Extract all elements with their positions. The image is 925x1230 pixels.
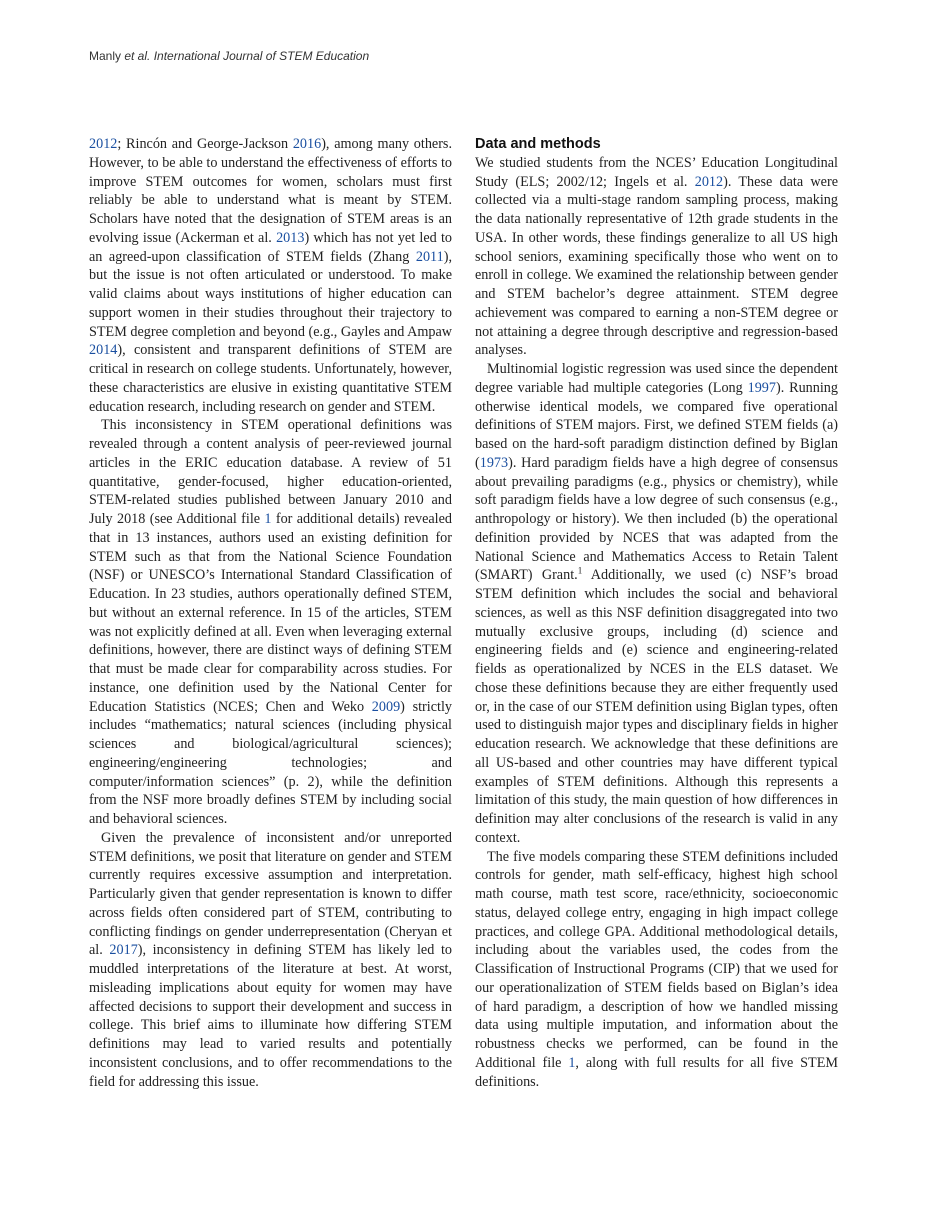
paragraph-data: We studied students from the NCES’ Education Longitudinal Study (ELS; 2002/12; Ingels et al. 2012). These data were collected via a multi-stage random sampling process, making the data nationally representative of 12th grade students in the USA. In other words, these findings generalize to all US high school seniors, examining specifically those who went on to enroll in college. We examined the relationship between gender and STEM bachelor’s degree attainment. STEM degree achievement was compared to earning a non-STEM degree or not attaining a degree through descriptive and regression-based analyses. xyxy=(475,154,838,359)
citation-link[interactable]: 2014 xyxy=(89,342,118,359)
paragraph-regression: Multinomial logistic regression was used since the dependent degree variable had multiple categories (Long 1997). Running otherwise identical models, we compared five operational definitions of STEM majors. First, we defined STEM fields (a) based on the hard-soft paradigm distinction defined by Biglan (1973). Hard paradigm fields have a high degree of consensus about prevailing paradigms (e.g., physics or chemistry), while soft paradigm fields have a low degree of such consensus (e.g., anthropology or history). We then included (b) the operational definition provided by NCES that was adapted from the National Science and Mathematics Access to Retain Talent (SMART) Grant.$^1$ Additionally, we used (c) NSF’s broad STEM definition which includes the social and behavioral sciences, as well as this NSF definition disaggregated into two mutually exclusive groups, including (d) science and engineering fields and (e) science and engineering-related fields as operationalized by NCES in the ELS dataset. We chose these definitions because they are either frequently used or, in the case of our STEM definition using Biglan types, often used to distinguish major types and disciplinary fields in higher education research. We acknowledge that these definitions are all US-based and other countries may have different typical examples of STEM definitions. Although this represents a limitation of this study, the main question of how differences in definition may alter conclusions of the research is valid in any context. xyxy=(475,361,838,846)
footnote-marker: 1 xyxy=(577,565,583,576)
citation-link[interactable]: 1973 xyxy=(479,454,509,471)
citation-link[interactable]: 2017 xyxy=(109,942,138,959)
running-head-journal: International Journal of STEM Education xyxy=(150,49,370,63)
right-column xyxy=(475,135,838,1091)
citation-link[interactable]: 2016 xyxy=(292,136,322,152)
section-heading: Data and methods xyxy=(475,136,601,152)
citation-link[interactable]: 2013 xyxy=(276,229,305,246)
additional-file-link[interactable]: 1 xyxy=(264,511,272,527)
paragraph-inconsistency: This inconsistency in STEM operational definitions was revealed through a content analysis of peer-reviewed journal articles in the ERIC education database. A review of 51 quantitative, gender-focused, higher education-oriented, STEM-related studies published between January 2010 and July 2018 (see Additional file 1 for additional details) revealed that in 13 instances, authors used an existing definition for STEM such as that from the National Science Foundation (NSF) or UNESCO’s International Standard Classification of Education. In 23 studies, authors operationally defined STEM, but without an external reference. In 15 of the articles, STEM was not explicitly defined at all. Even when leveraging external definitions, however, there are distinct ways of defining STEM that must be made clear for comparability across studies. For instance, one definition used by the National Center for Education Statistics (NCES; Chen and Weko 2009) strictly includes “mathematics; natural sciences (including physical sciences and biological/agricultural sciences); engineering/engineering technologies; and computer/information sciences” (p. 2), while the definition from the NSF more broadly defines STEM by including social and behavioral sciences. xyxy=(89,417,452,827)
citation-link[interactable]: 2012 xyxy=(694,173,724,190)
running-head-etal: et al. xyxy=(124,49,151,63)
citation-link[interactable]: 2012 xyxy=(89,136,118,152)
running-head xyxy=(89,49,369,63)
paragraph-prevalence: Given the prevalence of inconsistent and/or unreported STEM definitions, we posit that literature on gender and STEM currently requires excessive assumption and interpretation. Particularly given that gender representation is known to differ across fields often considered part of STEM, contributing to conflicting findings on gender underrepresentation (Cheryan et al. 2017), inconsistency in defining STEM has likely led to muddled interpretations of the literature at best. At worst, misleading implications about equity for women may have affected decisions to support their development and success in college. This brief aims to illuminate how differing STEM definitions may lead to varied results and potentially inconsistent conclusions, and to offer recommendations to the field for addressing this issue. xyxy=(89,829,452,1090)
left-column xyxy=(89,135,452,1091)
citation-link[interactable]: 2011 xyxy=(415,248,444,265)
paragraph-models: The five models comparing these STEM definitions included controls for gender, math self-efficacy, highest high school math course, math test score, race/ethnicity, socioeconomic status, delayed college entry, engaging in high impact college practices, and college GPA. Additional methodological details, including about the variables used, the codes from the Classification of Instructional Programs (CIP) that we used for our operationalization of STEM fields based on Biglan’s idea of hard paradigm, a description of how we handled missing data using multiple imputation, and information about the robustness checks we performed, can be found in the Additional file 1, along with full results for all five STEM definitions. xyxy=(475,848,838,1090)
citation-link[interactable]: 1997 xyxy=(747,379,776,396)
paragraph-continued: 2012; Rincón and George-Jackson 2016), among many others. However, to be able to understand the effectiveness of efforts to improve STEM outcomes for women, scholars must first reliably be able to understand what is meant by STEM. Scholars have noted that the designation of STEM areas is an evolving issue (Ackerman et al. 2013) which has not yet led to an agreed-upon classification of STEM fields (Zhang 2011), but the issue is not often articulated or understood. To make valid claims about ways institutions of higher education can support women in their studies throughout their trajectory to STEM degree completion and beyond (e.g., Gayles and Ampaw 2014), consistent and transparent definitions of STEM are critical in research on college students. Unfortunately, however, these characteristics are elusive in existing quantitative STEM education research, including research on gender and STEM. xyxy=(89,136,453,415)
additional-file-link[interactable]: 1 xyxy=(568,1054,576,1071)
running-head-authors: Manly xyxy=(89,49,125,63)
citation-link[interactable]: 2009 xyxy=(371,698,401,715)
